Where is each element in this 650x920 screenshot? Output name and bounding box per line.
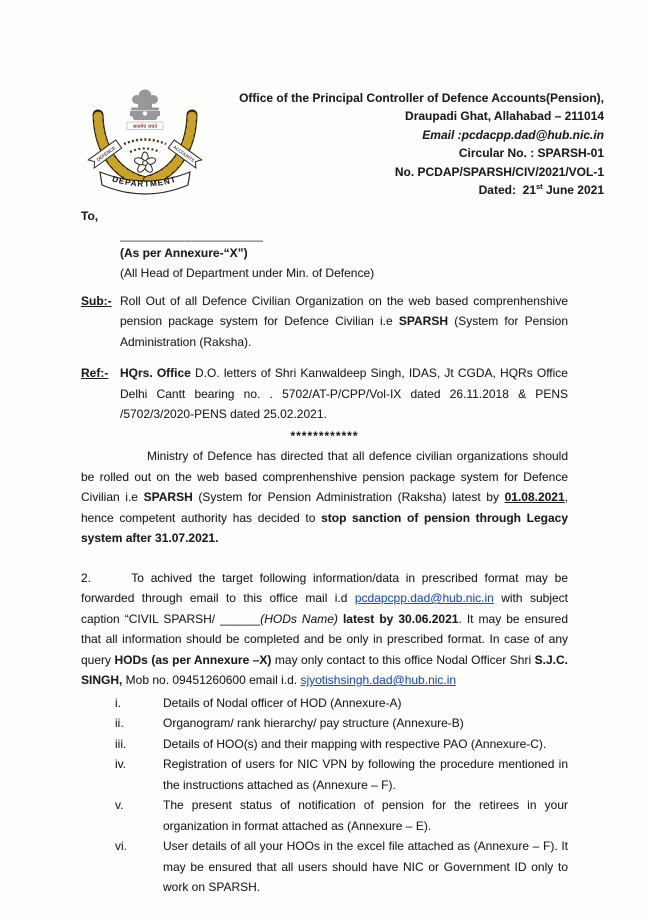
list-item-i — [115, 693, 568, 714]
email-link-pcdapcpp[interactable]: pcdapcpp.dad@hub.nic.in — [354, 591, 494, 605]
text-segment: stop sanction of pension through Legacy system after 31.07.2021. — [81, 510, 568, 545]
addressee-annexure: (As per Annexure-“X”) — [120, 245, 248, 260]
email-link-sjyotishsingh[interactable]: sjyotishsingh.dad@hub.nic.in — [300, 673, 457, 687]
text-segment: 2. To achived the target following information/data in prescribed format may be forwarded through email to this office mail i.d — [81, 570, 568, 605]
office-title: Office of the Principal Controller of Defence Accounts(Pension), — [239, 91, 604, 105]
letter-body — [81, 206, 568, 898]
text-segment: may only contact to this office Nodal Officer Shri — [271, 652, 535, 667]
list-item-text: The present status of notification of pension for the retirees in your organization in format attached as (Annexure – E). — [163, 798, 568, 833]
text-segment: HQrs. Office — [120, 366, 191, 380]
reference-label: Ref:- — [81, 366, 109, 380]
list-item-number: iii. — [115, 736, 127, 751]
list-item-ii — [115, 713, 568, 734]
star-divider: ************ — [290, 428, 359, 443]
list-item-number: v. — [115, 798, 124, 812]
subject-text — [120, 291, 568, 353]
list-item-number: ii. — [115, 716, 124, 730]
script-arc-decoration — [124, 140, 166, 153]
salutation-to: To, — [81, 209, 99, 223]
subject-row — [81, 291, 568, 353]
text-segment: HODs (as per Annexure –X) — [114, 652, 272, 667]
flower-icon — [134, 152, 157, 174]
motto-text: सत्यमेव जयते — [132, 123, 158, 130]
list-item-number: i. — [115, 695, 121, 710]
motto-scroll — [127, 122, 163, 130]
text-segment: (HODs Name) — [260, 611, 338, 626]
text-segment: SPARSH — [143, 490, 193, 504]
list-item-number: iv. — [115, 757, 127, 771]
para-instructions — [81, 568, 568, 691]
letterhead — [239, 89, 604, 199]
addressee-description: (All Head of Department under Min. of Defence) — [120, 266, 375, 280]
para-ministry-directive — [81, 446, 568, 549]
list-item-number: vi. — [115, 839, 127, 853]
requirements-list — [81, 693, 568, 898]
defence-ribbon-text: DEFENCE — [95, 145, 117, 163]
text-segment: (System for Pension Administration (Raksha). — [120, 314, 569, 349]
list-item-iii — [115, 734, 568, 755]
text-segment: Roll Out of all Defence Civilian Organization on the web based comprenhenshive pension package system for Defence Civilian i.e — [120, 293, 568, 328]
subject-label: Sub:- — [81, 293, 112, 308]
text-segment: June 2021 — [542, 183, 604, 198]
text-segment: SPARSH — [398, 314, 449, 328]
list-item-v — [115, 795, 568, 836]
text-segment: latest by 30.06.2021 — [337, 611, 459, 626]
text-segment: with subject caption “CIVIL SPARSH/ ______ — [81, 591, 568, 626]
text-segment: Mob no. 09451260600 email i.d. — [122, 673, 301, 687]
list-item-text: Details of Nodal officer of HOD (Annexure-A) — [163, 695, 402, 710]
accounts-ribbon-text: ACCOUNTS — [172, 144, 196, 164]
text-segment: 01.08.2021 — [504, 490, 565, 504]
text-segment: Ministry of Defence has directed that all defence civilian organizations should be rolled out on the web based comprenhenshive pension package system for Defence Civilian i.e — [81, 449, 568, 504]
banner-ribbon — [100, 172, 190, 194]
text-segment: , hence competent authority has decided to — [81, 490, 568, 525]
reference-text — [120, 363, 568, 425]
circular-no: Circular No. : SPARSH-01 — [458, 146, 604, 161]
list-item-text: Organogram/ rank hierarchy/ pay structure (Annexure-B) — [163, 716, 464, 730]
addressee-blank-line: ____________________ — [120, 227, 264, 242]
dad-emblem-logo — [84, 84, 206, 204]
banner-text: DEPARTMENT — [111, 174, 178, 189]
letter-date — [239, 181, 604, 199]
reference-row — [81, 363, 568, 425]
list-item-iv — [115, 754, 568, 795]
file-no: No. PCDAP/SPARSH/CIV/2021/VOL-1 — [394, 164, 604, 179]
list-item-vi — [115, 836, 568, 898]
ashoka-capital-icon — [130, 90, 160, 121]
text-segment: st — [536, 182, 543, 192]
text-segment: . It may be ensured that all information should be completed and be only in prescribed format. In case of any query — [81, 611, 568, 667]
list-item-text: User details of all your HOOs in the excel file attached as (Annexure – F). It may be ensured that all users should have NIC or Government ID only to work on SPARSH. — [163, 839, 568, 894]
list-item-text: Registration of users for NIC VPN by following the procedure mentioned in the instructions attached as (Annexure – F). — [163, 757, 568, 792]
office-address: Draupadi Ghat, Allahabad – 211014 — [405, 109, 604, 124]
text-segment: (System for Pension Administration (Raksha) latest by — [192, 490, 505, 504]
list-item-text: Details of HOO(s) and their mapping with respective PAO (Annexure-C). — [163, 736, 547, 751]
text-segment: D.O. letters of Shri Kanwaldeep Singh, IDAS, Jt CGDA, HQRs Office Delhi Cantt bearing no. . 5702/AT-P/CPP/Vol-IX dated 26.11.2018 & PENS /5702/3/2020-PENS dated 25.02.2021. — [120, 366, 568, 421]
office-email: Email :pcdacpp.dad@hub.nic.in — [422, 127, 604, 142]
text-segment: S.J.C. SINGH, — [81, 652, 568, 687]
text-segment: Dated: 21 — [478, 183, 536, 198]
dad-emblem-svg — [84, 84, 206, 204]
